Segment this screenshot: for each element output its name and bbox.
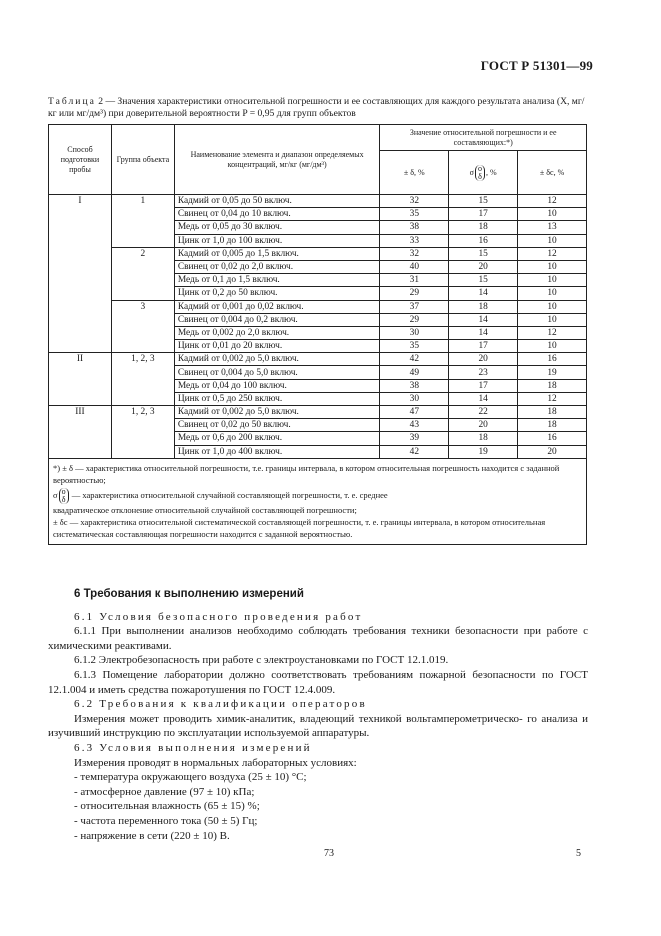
condition-item: - относительная влажность (65 ± 15) %;: [74, 800, 260, 813]
cell-group: 3: [111, 300, 174, 353]
table-row: [49, 247, 587, 260]
subsection-6-2: 6.2 Требования к квалификации операторов: [74, 698, 367, 711]
header-sigma-brace: [475, 165, 485, 181]
subsection-6-3: 6.3 Условия выполнения измерений: [74, 741, 312, 754]
paragraph-6-1-3: 6.1.3 Помещение лаборатории должно соответствовать требованиям пожарной безопасности по ГОСТ 12.1.004 и иметь средства пожаротушения по ГОСТ 12.4.009.: [48, 668, 588, 696]
cell-delta: 49: [380, 366, 449, 379]
cell-delta-c: 18: [518, 406, 587, 419]
cell-sigma: 17: [449, 340, 518, 353]
header-sigma-bottom: δ: [478, 171, 482, 181]
cell-element-range: Кадмий от 0,002 до 5,0 включ.: [174, 406, 380, 419]
header-method: Способ подготовки пробы: [49, 125, 112, 195]
condition-item: - частота переменного тока (50 ± 5) Гц;: [74, 814, 258, 827]
cell-delta-c: 10: [518, 208, 587, 221]
cell-sigma: 18: [449, 300, 518, 313]
cell-sigma: 14: [449, 326, 518, 339]
table-notes: [49, 458, 587, 544]
cell-element-range: Цинк от 0,01 до 20 включ.: [174, 340, 380, 353]
cell-delta: 35: [380, 208, 449, 221]
cell-group: 2: [111, 247, 174, 300]
note-sigma: [53, 488, 582, 504]
paragraph-6-1-1: 6.1.1 При выполнении анализов необходимо соблюдать требования техники безопасности при работе с химическими реактивами.: [48, 625, 588, 652]
header-delta-c: ± δc, %: [518, 151, 587, 195]
cell-delta: 38: [380, 379, 449, 392]
cell-delta-c: 16: [518, 432, 587, 445]
page-number: 73: [324, 848, 334, 859]
cell-delta: 32: [380, 247, 449, 260]
cell-sigma: 15: [449, 195, 518, 208]
cell-delta: 30: [380, 392, 449, 405]
header-sigma-unit: , %: [485, 167, 497, 177]
cell-delta: 32: [380, 195, 449, 208]
cell-delta-c: 10: [518, 313, 587, 326]
note-delta-c: ± δс — характеристика относительной систематической составляющей погрешности, т. е. границы интервала, в котором относительная систематическая составляющая погрешности находится с заданной вероятностью.: [53, 516, 546, 539]
paragraph-6-3: Измерения проводят в нормальных лабораторных условиях:: [74, 756, 357, 769]
table-caption-text: 2 — Значения характеристики относительной погрешности и ее составляющих для каждого результата анализа (X, мг/кг или мг/дм³) при доверительной вероятности P = 0,95 для групп объектов: [48, 96, 585, 119]
cell-delta: 29: [380, 313, 449, 326]
note-sigma-bottom: δ: [61, 494, 66, 504]
cell-sigma: 18: [449, 432, 518, 445]
cell-delta: 39: [380, 432, 449, 445]
header-sigma-symbol: σ: [469, 167, 474, 177]
note-sigma-brace: [59, 488, 69, 504]
cell-element-range: Цинк от 1,0 до 400 включ.: [174, 445, 380, 458]
header-sigma-top: о: [477, 163, 482, 173]
note-sigma-text: — характеристика относительной случайной составляющей погрешности, т. е. среднее: [69, 489, 388, 500]
cell-element-range: Свинец от 0,004 до 5,0 включ.: [174, 366, 380, 379]
note-delta: *) ± δ — характеристика относительной погрешности, т.е. границы интервала, в котором относительная погрешность находится с заданной вероятностью;: [53, 462, 560, 485]
header-group: Группа объекта: [111, 125, 174, 195]
table-row: [49, 195, 587, 208]
cell-sigma: 14: [449, 392, 518, 405]
cell-delta-c: 13: [518, 221, 587, 234]
cell-sigma: 23: [449, 366, 518, 379]
cell-element-range: Свинец от 0,04 до 10 включ.: [174, 208, 380, 221]
cell-sigma: 17: [449, 208, 518, 221]
cell-sigma: 16: [449, 234, 518, 247]
header-element-range: Наименование элемента и диапазон определяемых концентраций, мг/кг (мг/дм³): [174, 125, 380, 195]
cell-delta: 42: [380, 353, 449, 366]
table-row: [49, 353, 587, 366]
cell-sigma: 22: [449, 406, 518, 419]
condition-item: - атмосферное давление (97 ± 10) кПа;: [74, 785, 255, 798]
cell-delta: 38: [380, 221, 449, 234]
note-sigma-top: о: [61, 486, 66, 496]
cell-element-range: Цинк от 0,2 до 50 включ.: [174, 287, 380, 300]
note-sigma-symbol: σ: [53, 489, 58, 500]
cell-sigma: 14: [449, 313, 518, 326]
cell-delta-c: 10: [518, 287, 587, 300]
error-table: [48, 124, 587, 545]
cell-sigma: 15: [449, 247, 518, 260]
cell-delta: 33: [380, 234, 449, 247]
cell-element-range: Медь от 0,04 до 100 включ.: [174, 379, 380, 392]
cell-element-range: Медь от 0,1 до 1,5 включ.: [174, 274, 380, 287]
cell-delta-c: 10: [518, 340, 587, 353]
cell-method: II: [49, 353, 112, 406]
cell-sigma: 15: [449, 274, 518, 287]
cell-sigma: 20: [449, 353, 518, 366]
table-row: [49, 406, 587, 419]
cell-delta-c: 12: [518, 392, 587, 405]
header-sigma: [449, 151, 518, 195]
cell-delta: 35: [380, 340, 449, 353]
cell-delta: 43: [380, 419, 449, 432]
cell-delta-c: 12: [518, 195, 587, 208]
cell-sigma: 20: [449, 419, 518, 432]
condition-item: - температура окружающего воздуха (25 ± 10) °С;: [74, 771, 307, 784]
cell-group: 1: [111, 195, 174, 248]
cell-delta-c: 12: [518, 326, 587, 339]
section-title: 6 Требования к выполнению измерений: [74, 588, 304, 600]
paragraph-6-2: Измерения может проводить химик-аналитик, владеющий техникой вольтамперометрическо- го анализа и изучивший инструкцию по эксплуатации используемой аппаратуры.: [48, 712, 588, 740]
cell-delta-c: 10: [518, 260, 587, 273]
cell-element-range: Кадмий от 0,05 до 50 включ.: [174, 195, 380, 208]
cell-sigma: 20: [449, 260, 518, 273]
cell-group: 1, 2, 3: [111, 406, 174, 459]
subsection-6-1: 6.1 Условия безопасного проведения работ: [74, 610, 363, 623]
cell-delta-c: 10: [518, 300, 587, 313]
paragraph-6-1-2: 6.1.2 Электробезопасность при работе с электроустановками по ГОСТ 12.1.019.: [74, 654, 449, 667]
cell-element-range: Свинец от 0,004 до 0,2 включ.: [174, 313, 380, 326]
cell-element-range: Медь от 0,6 до 200 включ.: [174, 432, 380, 445]
cell-delta: 40: [380, 260, 449, 273]
table-caption-prefix: Таблица: [48, 96, 96, 107]
cell-element-range: Медь от 0,002 до 2,0 включ.: [174, 326, 380, 339]
note-sigma-cont: квадратическое отклонение относительной случайной составляющей погрешности;: [53, 504, 357, 515]
cell-delta: 30: [380, 326, 449, 339]
cell-delta-c: 19: [518, 366, 587, 379]
cell-delta-c: 10: [518, 274, 587, 287]
cell-delta: 37: [380, 300, 449, 313]
document-code: ГОСТ Р 51301—99: [480, 58, 593, 73]
cell-sigma: 17: [449, 379, 518, 392]
cell-element-range: Медь от 0,05 до 30 включ.: [174, 221, 380, 234]
cell-element-range: Цинк от 1,0 до 100 включ.: [174, 234, 380, 247]
cell-element-range: Свинец от 0,02 до 50 включ.: [174, 419, 380, 432]
cell-element-range: Свинец от 0,02 до 2,0 включ.: [174, 260, 380, 273]
cell-delta: 29: [380, 287, 449, 300]
cell-delta-c: 20: [518, 445, 587, 458]
cell-element-range: Кадмий от 0,005 до 1,5 включ.: [174, 247, 380, 260]
sheet-number: 5: [576, 848, 581, 859]
cell-sigma: 19: [449, 445, 518, 458]
cell-method: I: [49, 195, 112, 353]
cell-method: III: [49, 406, 112, 459]
cell-sigma: 18: [449, 221, 518, 234]
table-caption: [48, 96, 588, 120]
cell-group: 1, 2, 3: [111, 353, 174, 406]
section-6: [48, 587, 588, 843]
header-error-values: Значение относительной погрешности и ее составляющих:*): [380, 125, 587, 151]
cell-delta-c: 18: [518, 419, 587, 432]
cell-delta-c: 16: [518, 353, 587, 366]
cell-delta: 31: [380, 274, 449, 287]
cell-delta-c: 12: [518, 247, 587, 260]
cell-sigma: 14: [449, 287, 518, 300]
cell-delta-c: 18: [518, 379, 587, 392]
cell-delta: 42: [380, 445, 449, 458]
cell-delta-c: 10: [518, 234, 587, 247]
cell-element-range: Кадмий от 0,002 до 5,0 включ.: [174, 353, 380, 366]
table-body: [49, 195, 587, 459]
table-row: [49, 300, 587, 313]
cell-element-range: Цинк от 0,5 до 250 включ.: [174, 392, 380, 405]
cell-delta: 47: [380, 406, 449, 419]
condition-item: - напряжение в сети (220 ± 10) В.: [74, 829, 230, 842]
cell-element-range: Кадмий от 0,001 до 0,02 включ.: [174, 300, 380, 313]
header-delta: ± δ, %: [380, 151, 449, 195]
